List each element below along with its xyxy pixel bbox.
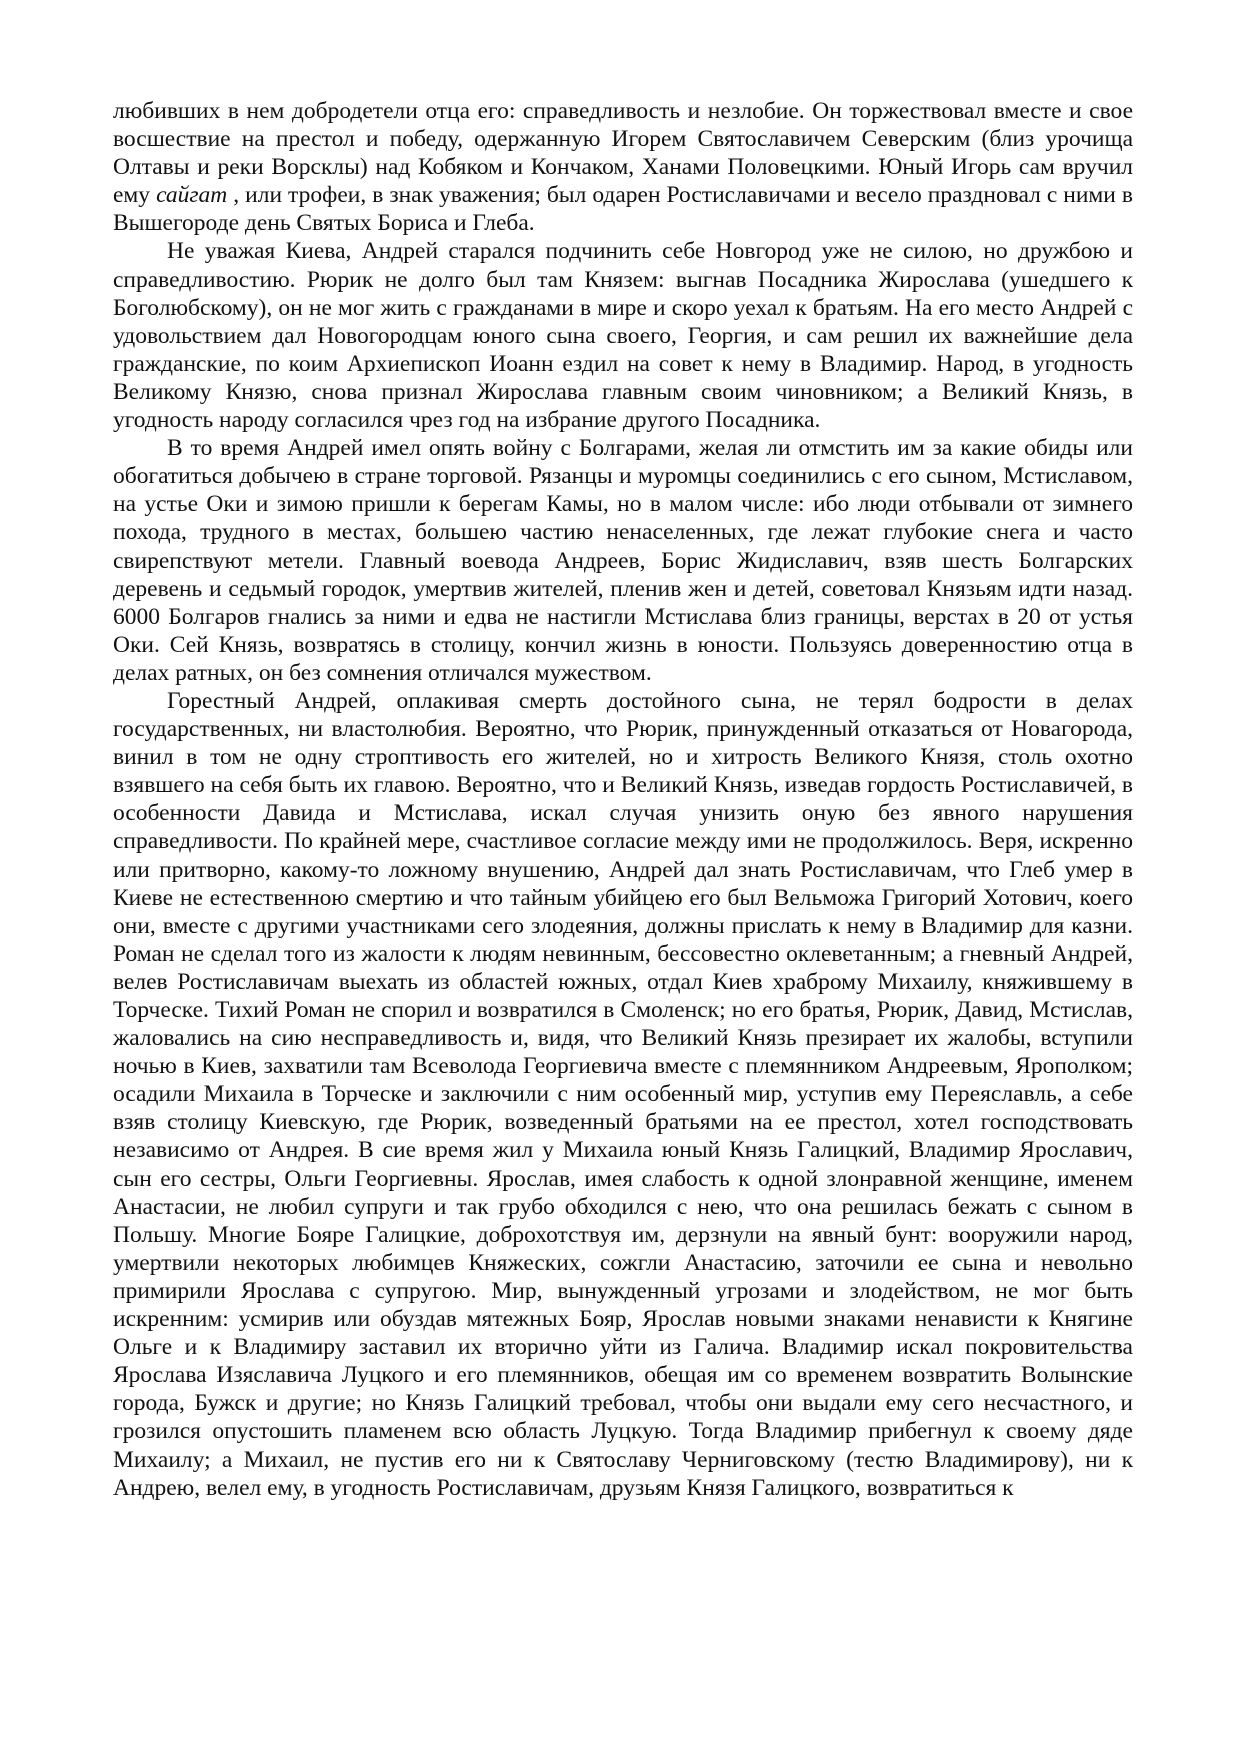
- paragraph-3: В то время Андрей имел опять войну с Болгарами, желая ли отмстить им за какие обиды или обогатиться добычею в стране торговой. Рязанцы и муромцы соединились с его сыном, Мстиславом, на устье Оки и зимою пришли к берегам Камы, но в малом числе: ибо люди отбывали от зимнего похода, трудного в местах, большею частию ненаселенных, где лежат глубокие снега и часто свирепствуют метели. Главный воевода Андреев, Борис Жидиславич, взяв шесть Болгарских деревень и седьмый городок, умертвив жителей, пленив жен и детей, советовал Князьям идти назад. 6000 Болгаров гнались за ними и едва не настигли Мстислава близ границы, верстах в 20 от устья Оки. Сей Князь, возвратясь в столицу, кончил жизнь в юности. Пользуясь доверенностию отца в делах ратных, он без сомнения отличался мужеством.: [113, 435, 1133, 686]
- paragraph-4: Горестный Андрей, оплакивая смерть достойного сына, не терял бодрости в делах государственных, ни властолюбия. Вероятно, что Рюрик, принужденный отказаться от Новагорода, винил в том не одну строптивость его жителей, но и хитрость Великого Князя, столь охотно взявшего на себя быть их главою. Вероятно, что и Великий Князь, изведав гордость Ростиславичей, в особенности Давида и Мстислава, искал случая унизить оную без явного нарушения справедливости. По крайней мере, счастливое согласие между ими не продолжилось. Веря, искренно или притворно, какому-то ложному внушению, Андрей дал знать Ростиславичам, что Глеб умер в Киеве не естественною смертию и что тайным убийцею его был Вельможа Григорий Хотович, коего они, вместе с другими участниками сего злодеяния, должны прислать к нему в Владимир для казни. Роман не сделал того из жалости к людям невинным, бессовестно оклеветанным; а гневный Андрей, велев Ростиславичам выехать из областей южных, отдал Киев храброму Михаилу, княжившему в Торческе. Тихий Роман не спорил и возвратился в Смоленск; но его братья, Рюрик, Давид, Мстислав, жаловались на сию несправедливость и, видя, что Великий Князь презирает их жалобы, вступили ночью в Киев, захватили там Всеволода Георгиевича вместе с племянником Андреевым, Ярополком; осадили Михаила в Торческе и заключили с ним особенный мир, уступив ему Переяславль, а себе взяв столицу Киевскую, где Рюрик, возведенный братьями на ее престол, хотел господствовать независимо от Андрея. В сие время жил у Михаила юный Князь Галицкий, Владимир Ярославич, сын его сестры, Ольги Георгиевны. Ярослав, имея слабость к одной злонравной женщине, именем Анастасии, не любил супруги и так грубо обходился с нею, что она решилась бежать с сыном в Польшу. Многие Бояре Галицкие, доброхотствуя им, дерзнули на явный бунт: вооружили народ, умертвили некоторых любимцев Княжеских, сожгли Анастасию, заточили ее сына и невольно примирили Ярослава с супругою. Мир, вынужденный угрозами и злодейством, не мог быть искренним: усмирив или обуздав мятежных Бояр, Ярослав новыми знаками ненависти к Княгине Ольге и к Владимиру заставил их вторично уйти из Галича. Владимир искал покровительства Ярослава Изяславича Луцкого и его племянников, обещая им со временем возвратить Волынские города, Бужск и другие; но Князь Галицкий требовал, чтобы они выдали ему сего несчастного, и грозился опустошить пламенем всю область Луцкую. Тогда Владимир прибегнул к своему дяде Михаилу; а Михаил, не пустив его ни к Святославу Черниговскому (тестю Владимирову), ни к Андрею, велел ему, в угодность Ростиславичам, друзьям Князя Галицкого, возвратиться к: [113, 687, 1133, 1501]
- paragraph-2: Не уважая Киева, Андрей старался подчинить себе Новгород уже не силою, но дружбою и справедливостию. Рюрик не долго был там Князем: выгнав Посадника Жирослава (ушедшего к Боголюбскому), он не мог жить с гражданами в мире и скоро уехал к братьям. На его место Андрей с удовольствием дал Новогородцам юного сына своего, Георгия, и сам решил их важнейшие дела гражданские, по коим Архиепископ Иоанн ездил на совет к нему в Владимир. Народ, в угодность Великому Князю, снова признал Жирослава главным своим чиновником; а Великий Князь, в угодность народу согласился чрез год на избрание другого Посадника.: [113, 238, 1133, 434]
- document-body: [113, 97, 1133, 1502]
- paragraph-1-emphasis: сайгат: [156, 182, 228, 209]
- paragraph-1-after: , или трофеи, в знак уважения; был одарен Ростиславичами и весело праздновал с ними в Вышегороде день Святых Бориса и Глеба.: [113, 182, 1133, 237]
- paragraph-1: [113, 97, 1133, 237]
- paragraph-1-before: любивших в нем добродетели отца его: справедливость и незлобие. Он торжествовал вместе и свое восшествие на престол и победу, одержанную Игорем Святославичем Северским (близ урочища Олтавы и реки Ворсклы) над Кобяком и Кончаком, Ханами Половецкими. Юный Игорь сам вручил ему: [113, 98, 1133, 209]
